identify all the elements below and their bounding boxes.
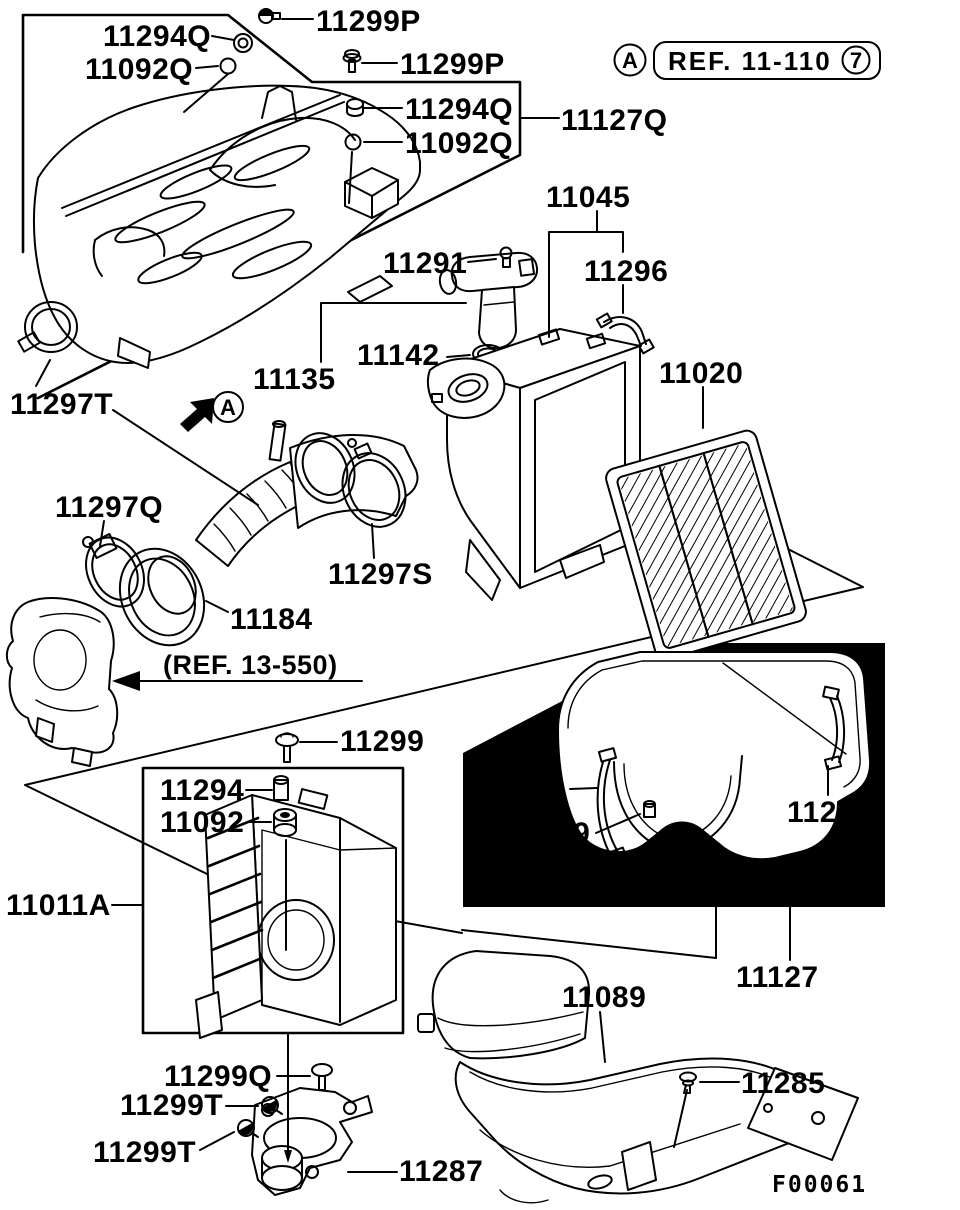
throttle-body-drawing: [7, 598, 117, 766]
part-label-11299p-2: 11299P: [316, 5, 421, 38]
part-label-11184-16: 11184: [230, 603, 313, 636]
part-label-11299-18: 11299: [340, 725, 425, 758]
grommet-11092q-icon: [221, 59, 236, 74]
part-label-11291-9: 11291: [383, 247, 468, 280]
part-label-11131-24: 11131: [577, 859, 660, 892]
part-label-ref13550-17: (REF. 13-550): [163, 650, 338, 680]
part-label-11297s-15: 11297S: [328, 558, 433, 591]
part-label-11045-7: 11045: [546, 181, 631, 214]
drawing-code: F00061: [772, 1172, 868, 1198]
part-label-11269-23: 11269: [506, 817, 591, 850]
part-label-11127-26: 11127: [736, 961, 819, 994]
ref-note: [615, 42, 881, 79]
part-label-11089-27: 11089: [562, 981, 647, 1014]
grommet-11294q-icon: [234, 34, 252, 52]
ref-sheet-number: 7: [849, 48, 863, 73]
part-label-11092-20: 11092: [160, 806, 245, 839]
part-label-11294-19: 11294: [160, 774, 245, 807]
part-label-11299q-29: 11299Q: [164, 1060, 273, 1093]
part-label-11294q-0: 11294Q: [103, 20, 212, 53]
view-a-letter: A: [220, 395, 236, 420]
bolt-11299-icon: [276, 734, 298, 746]
part-label-11135-11: 11135: [253, 363, 336, 396]
part-label-11296-22: 11296: [477, 771, 562, 804]
part-label-11296-25: 11296: [787, 796, 872, 829]
part-label-11297q-14: 11297Q: [55, 491, 164, 524]
engine-cover-drawing: [34, 86, 420, 368]
part-label-11127q-6: 11127Q: [561, 104, 668, 137]
part-label-11299t-31: 11299T: [93, 1136, 197, 1169]
part-label-11299p-3: 11299P: [400, 48, 505, 81]
part-label-11297t-13: 11297T: [10, 388, 114, 421]
part-label-11011a-21: 11011A: [6, 889, 111, 922]
part-label-11296-8: 11296: [584, 255, 669, 288]
part-label-11294q-4: 11294Q: [405, 93, 514, 126]
ref-note-text: REF. 11-110: [668, 46, 832, 76]
view-direction-arrow-icon: [180, 398, 214, 432]
part-label-11092q-1: 11092Q: [85, 53, 194, 86]
part-label-11287-32: 11287: [399, 1155, 484, 1188]
part-label-11020-12: 11020: [659, 357, 744, 390]
part-label-11092q-5: 11092Q: [405, 127, 514, 160]
part-label-11142-10: 11142: [357, 339, 440, 372]
air-filter-element-drawing: [604, 428, 809, 661]
part-label-11285-28: 11285: [741, 1067, 826, 1100]
worm-clamp-11297q-drawing: [75, 528, 155, 616]
bolt-11299q-icon: [312, 1064, 332, 1076]
view-a-marker: [180, 392, 243, 432]
ref-view-letter: A: [622, 48, 638, 73]
part-label-11299t-30: 11299T: [120, 1089, 224, 1122]
